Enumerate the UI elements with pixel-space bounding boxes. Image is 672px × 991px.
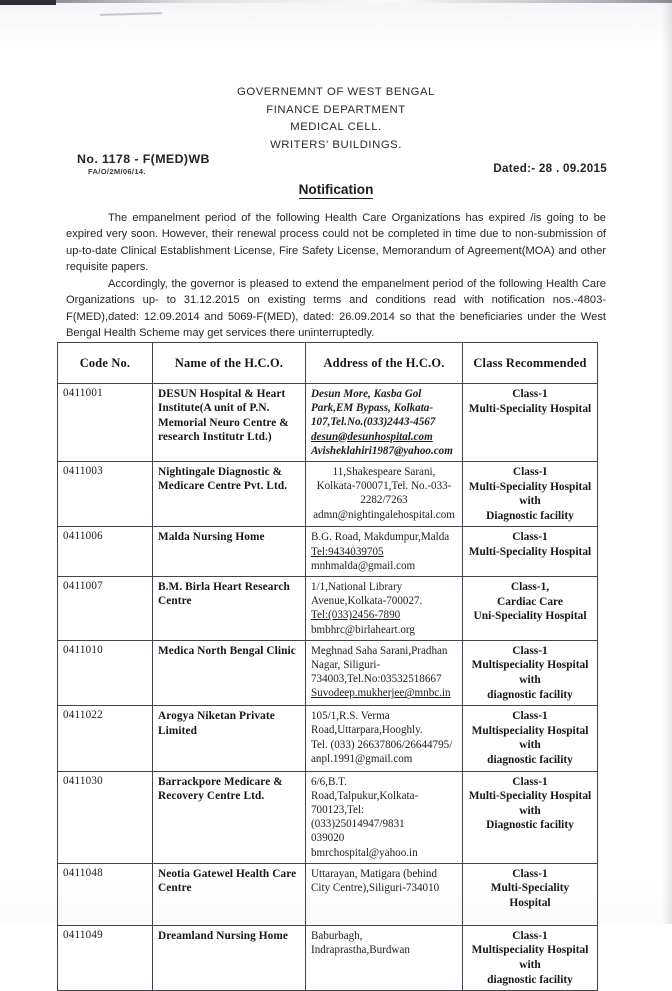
address-line: Tel:9434039705: [311, 545, 384, 558]
class-line: diagnostic facility: [487, 973, 573, 986]
class-line: diagnostic facility: [487, 688, 573, 701]
column-header-class: Class Recommended: [463, 343, 598, 384]
table-row: [58, 771, 598, 863]
letterhead-line-cell: MEDICAL CELL.: [290, 121, 382, 133]
address-line: Tel:(033)2456-7890: [311, 609, 401, 622]
address-line: Suvodeep.mukherjee@mnbc.in: [311, 687, 451, 700]
cell-hco-name: Malda Nursing Home: [153, 527, 306, 577]
address-line: admn@nightingalehospital.com: [313, 508, 455, 521]
class-line: Multi-Speciality Hospital: [468, 480, 592, 493]
class-line: Class-1: [512, 867, 548, 880]
table-body: [58, 384, 598, 991]
class-line: Cardiac Care: [497, 595, 563, 608]
hco-table-container: [57, 342, 597, 991]
class-line: Diagnostic facility: [486, 819, 574, 832]
class-line: Multispeciality Hospital: [471, 724, 589, 737]
cell-hco-address: [306, 577, 463, 641]
scan-artifact-top-edge: [56, 0, 672, 3]
paragraph-extension-order: [66, 276, 606, 341]
cell-hco-name: DESUN Hospital & Heart Institute(A unit of P.N. Memorial Neuro Centre & research Institutr Ltd.): [153, 384, 306, 462]
cell-hco-address: [306, 640, 463, 705]
table-row: [58, 577, 598, 641]
address-line: 700123,Tel:(033)25014947/9831: [311, 803, 405, 831]
cell-class-recommended: [463, 640, 598, 705]
class-line: Class-1,: [510, 581, 550, 593]
cell-class-recommended: [463, 771, 598, 863]
reference-file-code: FA/O/2M/06/14.: [88, 167, 146, 176]
letterhead-line-government: GOVERNEMNT OF WEST BENGAL: [237, 86, 435, 98]
class-line: Class-1: [512, 710, 548, 723]
address-line: 2282/7263: [360, 494, 408, 507]
table-row: [58, 384, 598, 462]
address-line: anpl.1991@gmail.com: [311, 752, 413, 765]
address-line: 105/1,R.S. Verma: [311, 710, 390, 723]
address-line: 11,Shakespeare Sarani,: [332, 466, 436, 479]
cell-code-no: 0411007: [58, 577, 153, 641]
cell-code-no: 0411006: [58, 527, 153, 577]
address-line: desun@desunhospital.com: [311, 430, 433, 443]
column-header-address: Address of the H.C.O.: [306, 343, 463, 384]
column-header-code: Code No.: [58, 343, 153, 384]
class-line: Multi-Speciality Hospital: [468, 545, 592, 558]
cell-class-recommended: [463, 384, 598, 462]
page-title-text: Notification: [298, 182, 374, 197]
cell-code-no: 0411003: [58, 462, 153, 527]
cell-code-no: 0411030: [58, 771, 153, 863]
class-line: with: [519, 674, 541, 686]
class-line: with: [519, 739, 541, 752]
address-line: Indraprastha,Burdwan: [311, 943, 410, 956]
cell-hco-name: Barrackpore Medicare & Recovery Centre Ltd.: [153, 771, 306, 863]
cell-hco-name: Medica North Bengal Clinic: [153, 640, 306, 705]
letterhead-line-building: WRITERS' BUILDINGS.: [270, 138, 402, 151]
table-header-row: [58, 343, 598, 384]
address-line: 1/1,National Library: [311, 581, 403, 593]
scan-artifact-top-left: [0, 0, 56, 5]
class-line: with: [519, 495, 541, 508]
cell-hco-address: [306, 706, 463, 771]
cell-class-recommended: [463, 863, 598, 925]
paragraph-2-text: Accordingly, the governor is pleased to extend the empanelment period of the following Health Care Organizations up- to 31.12.2015 on existing terms and conditions read with notification nos.-4803-F(MED),dated: 12.09.2014 and 5069-F(MED), dated: 26.09.2014 so that the beneficiaries under the West Bengal Health Scheme may get services there uninterruptedly.: [66, 278, 606, 339]
address-line: 734003,Tel.No:03532518667: [311, 673, 442, 686]
cell-class-recommended: [463, 527, 598, 577]
table-row: [58, 706, 598, 771]
address-line: Nagar, Siliguri-: [311, 659, 381, 672]
cell-hco-name: Arogya Niketan Private Limited: [153, 706, 306, 771]
address-line: bmrchospital@yahoo.in: [311, 846, 418, 859]
cell-hco-address: [306, 462, 463, 527]
cell-code-no: 0411022: [58, 706, 153, 771]
class-line: Multi-Speciality Hospital: [468, 402, 592, 415]
cell-hco-address: [306, 925, 463, 990]
cell-hco-address: [306, 384, 463, 462]
address-line: Tel. (033) 26637806/26644795/: [311, 738, 453, 751]
table-row: [58, 863, 598, 925]
class-line: Class-1: [512, 775, 548, 788]
address-line: 107,Tel.No.(033)2443-4567: [311, 416, 436, 429]
letterhead: [0, 84, 672, 154]
address-line: Park,EM Bypass, Kolkata-: [311, 402, 434, 415]
address-line: Meghnad Saha Sarani,Pradhan: [311, 644, 448, 657]
class-line: Multi-Speciality: [490, 882, 570, 895]
address-line: mnhmalda@gmail.com: [311, 559, 416, 572]
scan-artifact-streak: [100, 12, 162, 16]
document-date: Dated:- 28 . 09.2015: [493, 162, 607, 175]
table-row: [58, 640, 598, 705]
address-line: Road,Uttarpara,Hooghly.: [311, 724, 423, 737]
class-line: diagnostic facility: [487, 753, 573, 766]
cell-hco-name: Nightingale Diagnostic & Medicare Centre Pvt. Ltd.: [153, 462, 306, 527]
cell-code-no: 0411049: [58, 925, 153, 990]
cell-class-recommended: [463, 925, 598, 990]
class-line: Multispeciality Hospital: [471, 944, 589, 957]
cell-code-no: 0411010: [58, 640, 153, 705]
class-line: Multispeciality Hospital: [471, 659, 589, 672]
class-line: with: [519, 958, 541, 971]
column-header-name: Name of the H.C.O.: [153, 343, 306, 384]
cell-hco-name: Dreamland Nursing Home: [153, 925, 306, 990]
address-line: Uttarayan, Matigara (behind: [311, 867, 437, 880]
class-line: Class-I: [512, 466, 548, 479]
page-title: [0, 182, 672, 197]
address-line: Baburbagh,: [311, 929, 363, 942]
class-line: Class-1: [512, 644, 548, 657]
address-line: Road,Talpukur,Kolkata-: [311, 789, 419, 802]
hco-table: [57, 342, 598, 991]
address-line: 039020: [311, 832, 345, 845]
cell-code-no: 0411048: [58, 863, 153, 925]
table-row: [58, 925, 598, 990]
cell-hco-name: B.M. Birla Heart Research Centre: [153, 577, 306, 641]
cell-class-recommended: [463, 462, 598, 527]
address-line: Avisheklahiri1987@yahoo.com: [311, 444, 453, 457]
class-line: Diagnostic facility: [486, 509, 574, 522]
cell-hco-name: Neotia Gatewel Health Care Centre: [153, 863, 306, 925]
address-line: 6/6,B.T.: [311, 775, 347, 788]
class-line: with: [519, 804, 541, 817]
address-line: bmbhrc@birlaheart.org: [311, 623, 415, 636]
address-line: B.G. Road, Makdumpur,Malda: [311, 531, 450, 544]
cell-class-recommended: [463, 577, 598, 641]
class-line: Class-1: [512, 929, 548, 942]
class-line: Uni-Speciality Hospital: [473, 610, 587, 623]
class-line: Class-1: [512, 531, 548, 544]
paragraph-empanelment-expiry: [66, 210, 606, 275]
cell-code-no: 0411001: [58, 384, 153, 462]
address-line: Avenue,Kolkata-700027.: [311, 595, 423, 608]
table-row: [58, 462, 598, 527]
letterhead-line-department: FINANCE DEPARTMENT: [266, 103, 406, 116]
reference-number: No. 1178 - F(MED)WB: [77, 152, 210, 166]
address-line: City Centre),Siliguri-734010: [311, 881, 440, 894]
paragraph-1-text: The empanelment period of the following Health Care Organizations has expired /is going to be expired very soon. However, their renewal process could not be completed in time due to non-submission of up-to-date Clinical Establishment License, Fire Safety License, Memorandum of Agreement(MOA) and other requisite papers.: [66, 212, 606, 273]
class-line: Hospital: [509, 896, 551, 909]
cell-hco-address: [306, 863, 463, 925]
class-line: Class-1: [512, 388, 548, 400]
cell-class-recommended: [463, 706, 598, 771]
address-line: Kolkata-700071,Tel. No.-033-: [316, 480, 452, 493]
table-row: [58, 527, 598, 577]
address-line: Desun More, Kasba Gol: [311, 388, 422, 400]
cell-hco-address: [306, 771, 463, 863]
class-line: Multi-Speciality Hospital: [468, 790, 592, 803]
cell-hco-address: [306, 527, 463, 577]
